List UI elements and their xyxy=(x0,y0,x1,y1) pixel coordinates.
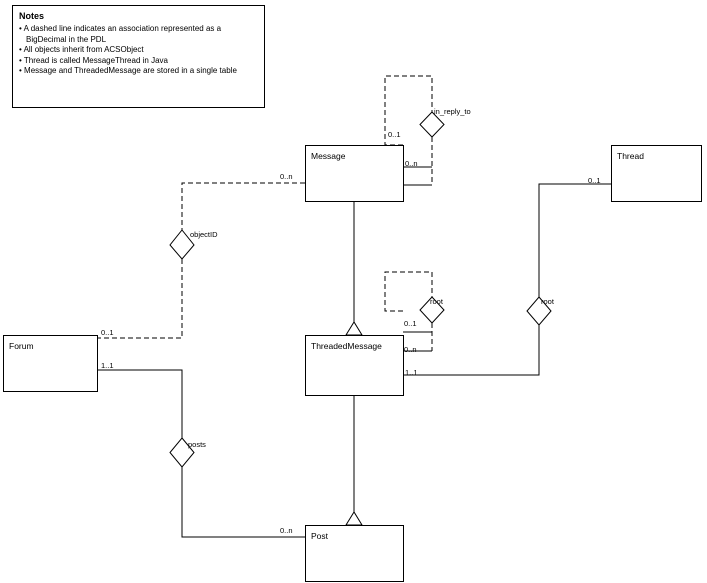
multiplicity-forum-posts: 1..1 xyxy=(101,361,114,370)
association-label-objectid: objectID xyxy=(190,230,218,239)
multiplicity-forum-objectid: 0..1 xyxy=(101,328,114,337)
class-box-post[interactable] xyxy=(305,525,404,582)
class-box-message[interactable] xyxy=(305,145,404,202)
multiplicity-thread-left: 0..1 xyxy=(588,176,601,185)
association-label-posts: posts xyxy=(188,440,206,449)
list-item: • A dashed line indicates an association represented as a BigDecimal in the PDL xyxy=(19,24,258,45)
class-box-threadedmessage[interactable] xyxy=(305,335,404,396)
multiplicity-message-objectid: 0..n xyxy=(280,172,293,181)
class-name: Forum xyxy=(9,341,34,351)
multiplicity-tm-root-top: 0..1 xyxy=(404,319,417,328)
class-name: Message xyxy=(311,151,346,161)
multiplicity-post-posts: 0..n xyxy=(280,526,293,535)
list-item: • All objects inherit from ACSObject xyxy=(19,45,258,56)
notes-title: Notes xyxy=(19,11,45,21)
class-name: Post xyxy=(311,531,329,541)
association-label-root-right: root xyxy=(541,297,554,306)
class-name: Thread xyxy=(617,151,644,161)
notes-box xyxy=(12,5,265,108)
multiplicity-tm-root-bottom: 0..n xyxy=(404,345,417,354)
class-box-thread[interactable] xyxy=(611,145,702,202)
association-label-in-reply-to: in_reply_to xyxy=(434,107,471,116)
list-item: • Thread is called MessageThread in Java xyxy=(19,56,258,67)
list-item: • Message and ThreadedMessage are stored in a single table xyxy=(19,66,258,77)
notes-list xyxy=(19,24,258,77)
class-box-forum[interactable] xyxy=(3,335,98,392)
multiplicity-tm-root-right: 1..1 xyxy=(405,368,418,377)
multiplicity-message-self-bottom: 0..n xyxy=(405,159,418,168)
class-name: ThreadedMessage xyxy=(311,341,382,351)
multiplicity-message-self-top: 0..1 xyxy=(388,130,401,139)
association-label-root-left: root xyxy=(430,297,443,306)
